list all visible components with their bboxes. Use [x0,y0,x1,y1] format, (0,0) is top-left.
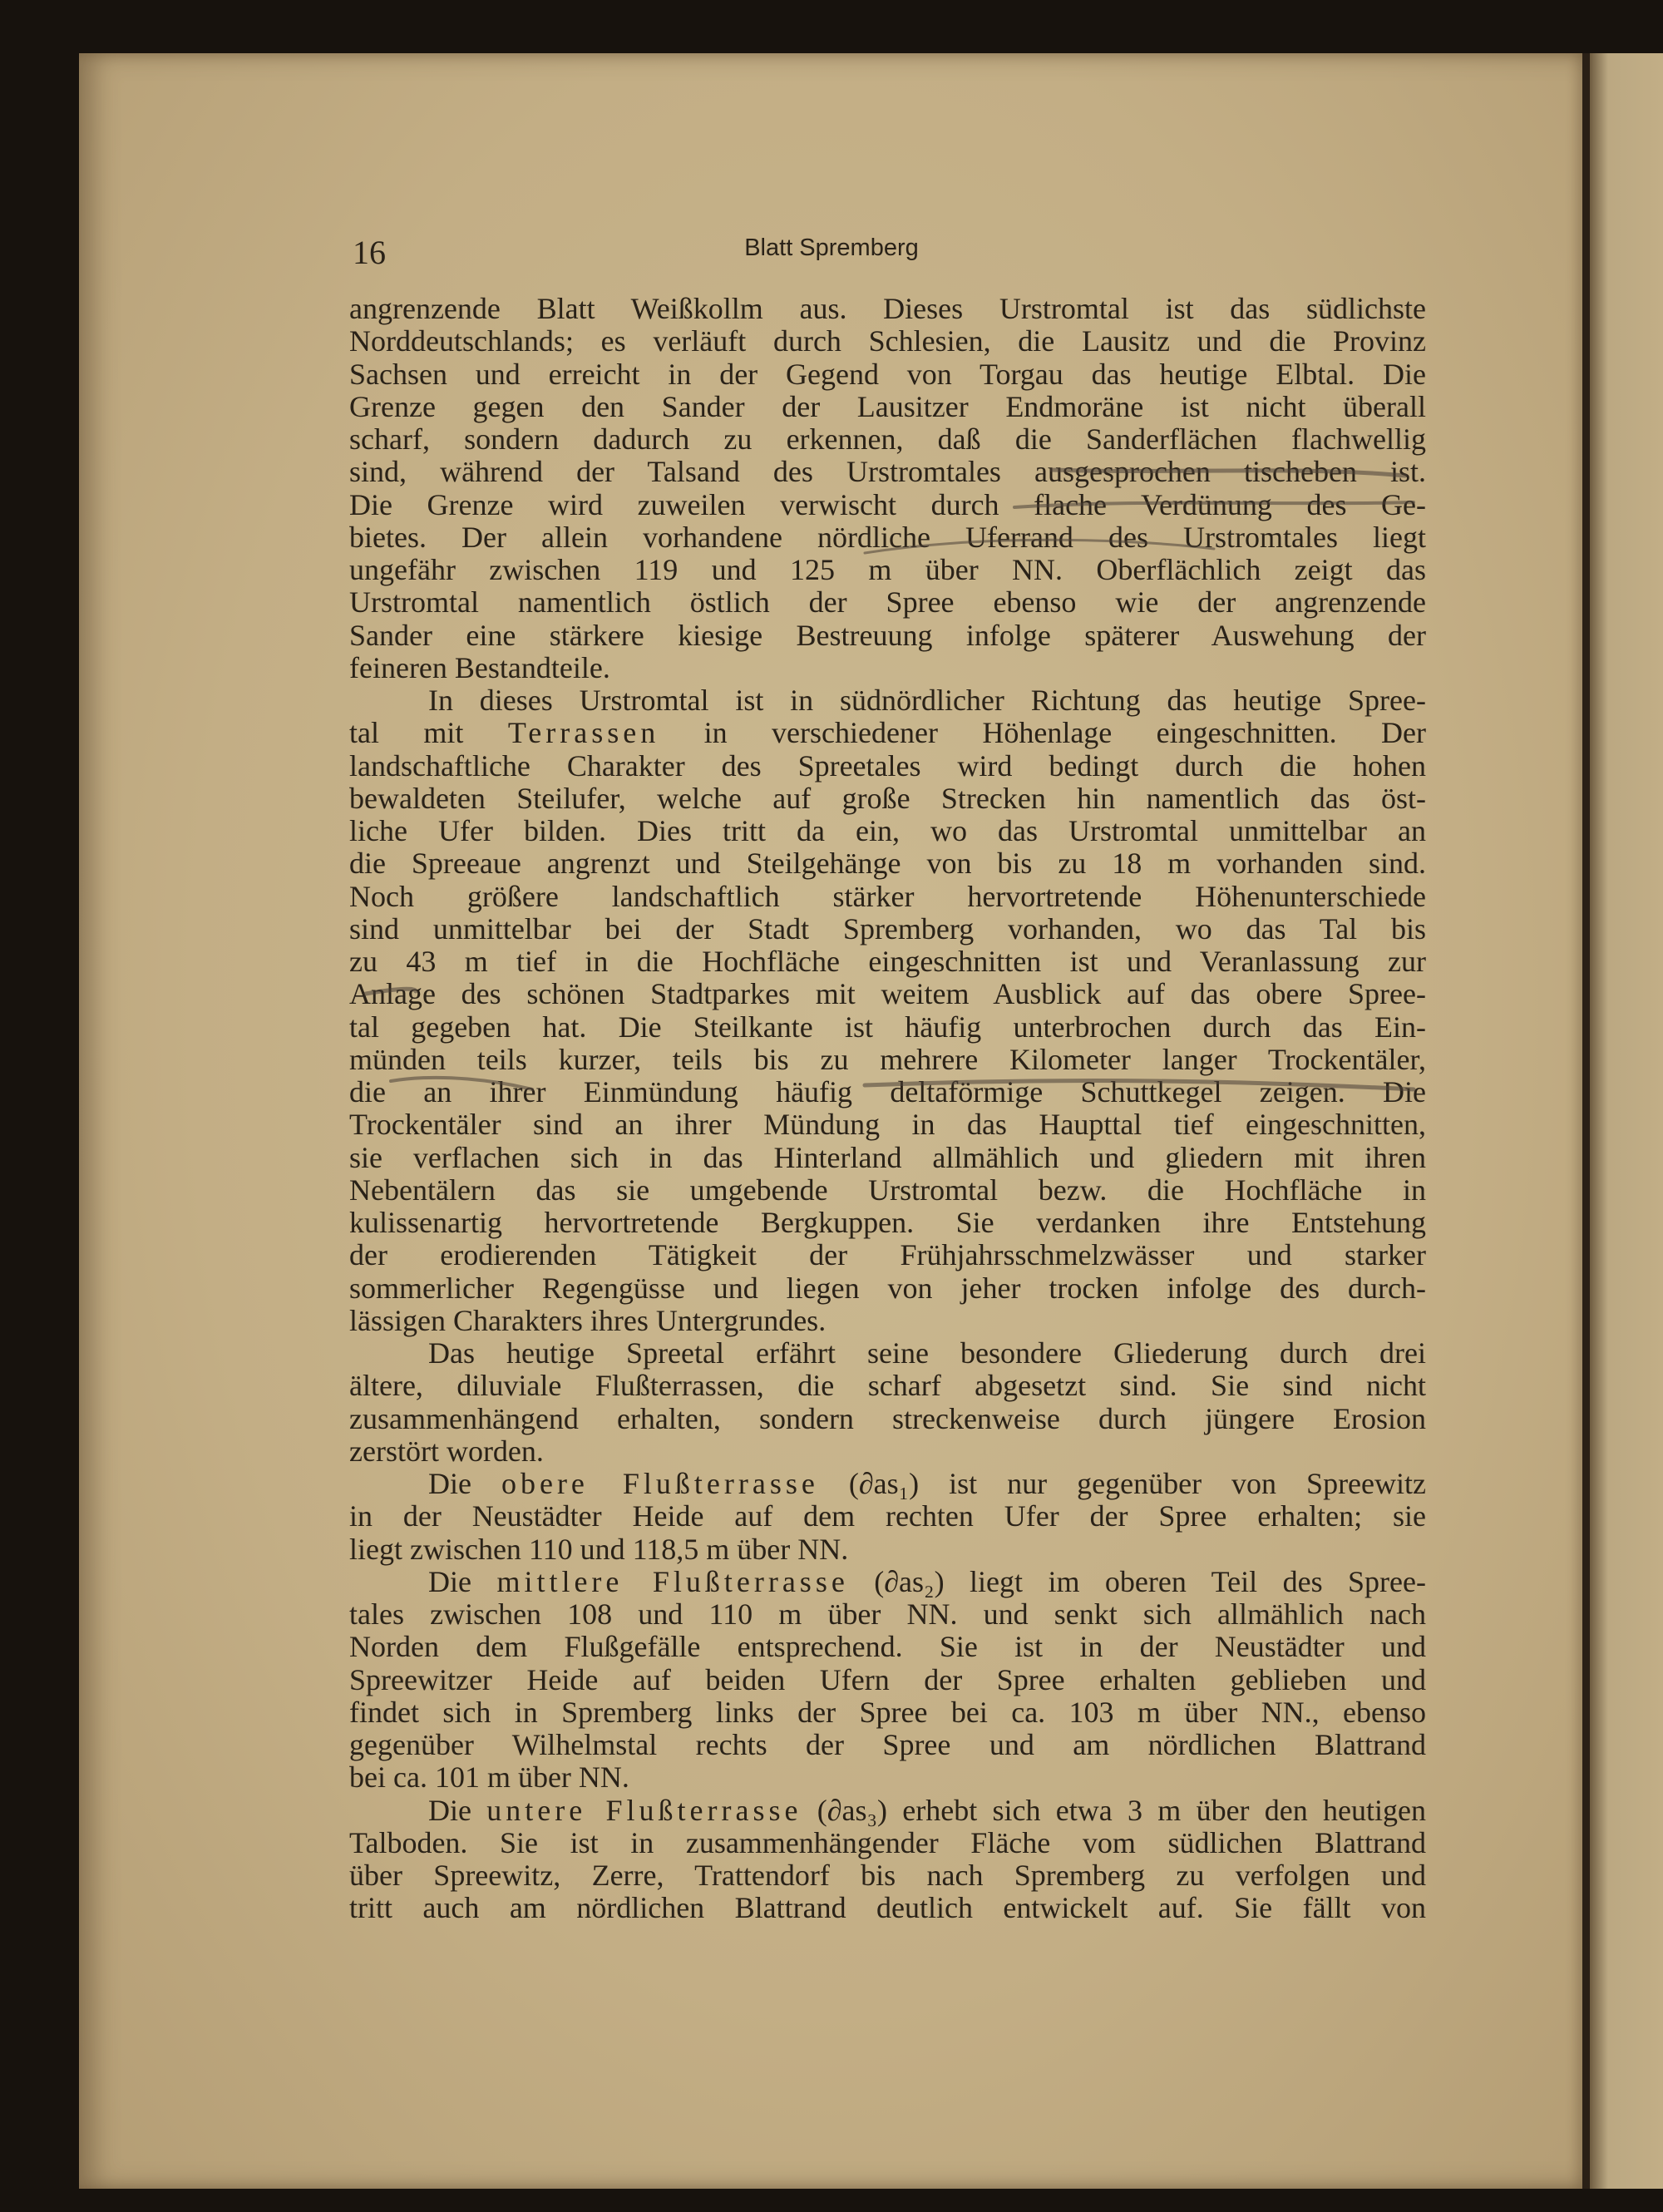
text-line [349,750,1426,783]
text-line [349,1827,1426,1859]
text-line [349,586,1426,619]
text-line [349,358,1426,391]
body-text [349,293,1426,1925]
text-segment: zusammenhängend erhalten, sondern streckenweise durch jüngere Erosion [349,1401,1426,1435]
text-line [349,1337,1426,1370]
text-segment: (∂as₁) ist nur gegenüber von Spreewitz [818,1467,1426,1500]
text-line [349,1892,1426,1924]
text-segment: sind unmittelbar bei der Stadt Spremberg vorhanden, wo das Tal bis [349,911,1426,946]
text-segment: Nebentälern das sie umgebende Urstromtal bezw. die Hochfläche in [349,1173,1426,1207]
text-line [349,1239,1426,1271]
text-line [349,1761,1426,1794]
text-line [349,881,1426,913]
text-line [349,1795,1426,1827]
text-line [349,815,1426,847]
text-line [349,1403,1426,1435]
text-line [349,1174,1426,1207]
text-line [349,652,1426,684]
spaced-emphasis: obere Flußterrasse [501,1467,819,1500]
text-segment: feineren Bestandteile. [349,650,610,684]
text-segment: Sander eine stärkere kiesige Bestreuung infolge späterer Auswehung der [349,618,1426,652]
text-line [349,913,1426,946]
text-segment: In dieses Urstromtal ist in südnördlicher Richtung das heutige Spree- [428,684,1426,717]
text-segment: die Spreeaue angrenzt und Steilgehänge von bis zu 18 m vorhanden sind. [349,847,1426,881]
text-segment: tal gegeben hat. Die Steilkante ist häufig unterbrochen durch das Ein- [349,1010,1426,1044]
text-segment: bei ca. 101 m über NN. [349,1760,629,1795]
text-line [349,554,1426,586]
text-segment: Grenze gegen den Sander der Lausitzer Endmoräne ist nicht überall [349,389,1426,423]
text-line [349,1468,1426,1500]
text-line [349,1696,1426,1729]
text-segment: Norden dem Flußgefälle entsprechend. Sie ist in der Neustädter und [349,1630,1426,1664]
text-line [349,391,1426,423]
text-line [349,620,1426,652]
text-line [349,1533,1426,1566]
text-line [349,946,1426,978]
text-segment: Talboden. Sie ist in zusammenhängender Fläche vom südlichen Blattrand [349,1825,1426,1859]
text-line [349,1598,1426,1631]
text-segment: Noch größere landschaftlich stärker hervortretende Höhenunterschiede [349,879,1426,913]
text-segment: Die Grenze wird zuweilen verwischt durch flache Verdünung des Ge- [349,487,1426,521]
text-line [349,1729,1426,1761]
text-line [349,1500,1426,1533]
text-line [349,684,1426,717]
text-segment: Trockentäler sind an ihrer Mündung in das Haupttal tief eingeschnitten, [349,1108,1426,1142]
text-line [349,1108,1426,1141]
text-line [349,1207,1426,1239]
running-title: Blatt Spremberg [744,235,919,261]
text-segment: Das heutige Spreetal erfährt seine besondere Gliederung durch drei [428,1336,1426,1370]
text-segment: findet sich in Spremberg links der Spree bei ca. 103 m über NN., ebenso [349,1695,1426,1729]
text-segment: in der Neustädter Heide auf dem rechten Ufer der Spree erhalten; sie [349,1499,1426,1533]
text-segment: bewaldeten Steilufer, welche auf große Strecken hin namentlich das öst- [349,781,1426,815]
text-line [349,1435,1426,1468]
text-line [349,293,1426,325]
spaced-emphasis: untere Flußterrasse [486,1793,802,1827]
text-segment: zerstört worden. [349,1434,544,1468]
text-line [349,978,1426,1010]
text-line [349,1370,1426,1402]
text-segment: Urstromtal namentlich östlich der Spree ebenso wie der angrenzende [349,585,1426,620]
text-line [349,1631,1426,1663]
page-number: 16 [353,234,386,271]
text-segment: Anlage des schönen Stadtparkes mit weitem Ausblick auf das obere Spree- [349,977,1426,1011]
text-segment: sind, während der Talsand des Urstromtales ausgesprochen tischeben ist. [349,455,1426,489]
text-segment: ungefähr zwischen 119 und 125 m über NN. Oberflächlich zeigt das [349,553,1426,586]
text-segment: sommerlicher Regengüsse und liegen von jeher trocken infolge des durch- [349,1271,1426,1305]
text-line [349,847,1426,880]
text-line [349,783,1426,815]
text-segment: zu 43 m tief in die Hochfläche eingeschnitten ist und Veranlassung zur [349,945,1426,978]
text-line [349,1272,1426,1305]
text-segment: tritt auch am nördlichen Blattrand deutlich entwickelt auf. Sie fällt von [349,1891,1426,1925]
text-segment: (∂as₂) liegt im oberen Teil des Spree- [848,1564,1426,1598]
text-line [349,1142,1426,1174]
page-gutter [1582,53,1590,2189]
adjacent-page-edge [1590,53,1663,2189]
text-line [349,423,1426,456]
text-line [349,1044,1426,1076]
text-segment: der erodierenden Tätigkeit der Frühjahrsschmelzwässer und starker [349,1238,1426,1272]
text-line [349,717,1426,749]
text-segment: scharf, sondern dadurch zu erkennen, daß die Sanderflächen flachwellig [349,422,1426,456]
text-segment: über Spreewitz, Zerre, Trattendorf bis nach Spremberg zu verfolgen und [349,1859,1426,1892]
text-segment: Die [428,1467,501,1500]
text-line [349,1664,1426,1696]
text-segment: sie verflachen sich in das Hinterland allmählich und gliedern mit ihren [349,1140,1426,1174]
text-segment: tal mit [349,716,508,750]
text-segment: bietes. Der allein vorhandene nördliche Uferrand des Urstromtales liegt [349,520,1426,554]
text-line [349,1859,1426,1892]
text-line [349,521,1426,554]
text-segment: gegenüber Wilhelmstal rechts der Spree und am nördlichen Blattrand [349,1728,1426,1761]
text-segment: Die [428,1793,487,1827]
text-line [349,1305,1426,1337]
text-segment: ältere, diluviale Flußterrassen, die scharf abgesetzt sind. Sie sind nicht [349,1369,1426,1403]
text-segment: Norddeutschlands; es verläuft durch Schlesien, die Lausitz und die Provinz [349,324,1426,358]
text-segment: münden teils kurzer, teils bis zu mehrere Kilometer langer Trockentäler, [349,1042,1426,1076]
spaced-emphasis: Terrassen [507,716,660,750]
text-line [349,456,1426,488]
spaced-emphasis: mittlere Flußterrasse [496,1564,849,1598]
text-segment: tales zwischen 108 und 110 m über NN. und senkt sich allmählich nach [349,1597,1426,1631]
text-segment: Die [428,1564,497,1598]
text-segment: in verschiedener Höhenlage eingeschnitten. Der [659,716,1426,750]
text-segment: liche Ufer bilden. Dies tritt da ein, wo das Urstromtal unmittelbar an [349,814,1426,847]
text-segment: liegt zwischen 110 und 118,5 m über NN. [349,1532,849,1566]
text-line [349,489,1426,521]
text-segment: landschaftliche Charakter des Spreetales wird bedingt durch die hohen [349,748,1426,783]
text-segment: lässigen Charakters ihres Untergrundes. [349,1303,827,1337]
text-line [349,1076,1426,1108]
text-segment: (∂as₃) erhebt sich etwa 3 m über den heutigen [802,1793,1427,1827]
text-segment: Sachsen und erreicht in der Gegend von Torgau das heutige Elbtal. Die [349,357,1426,391]
text-segment: Spreewitzer Heide auf beiden Ufern der Spree erhalten geblieben und [349,1662,1426,1696]
text-line [349,1566,1426,1598]
text-segment: die an ihrer Einmündung häufig deltaförmige Schuttkegel zeigen. Die [349,1075,1426,1108]
text-segment: angrenzende Blatt Weißkollm aus. Dieses Urstromtal ist das südlichste [349,292,1426,325]
text-line [349,1011,1426,1044]
text-segment: kulissenartig hervortretende Bergkuppen. Sie verdanken ihre Entstehung [349,1206,1426,1239]
text-line [349,325,1426,358]
